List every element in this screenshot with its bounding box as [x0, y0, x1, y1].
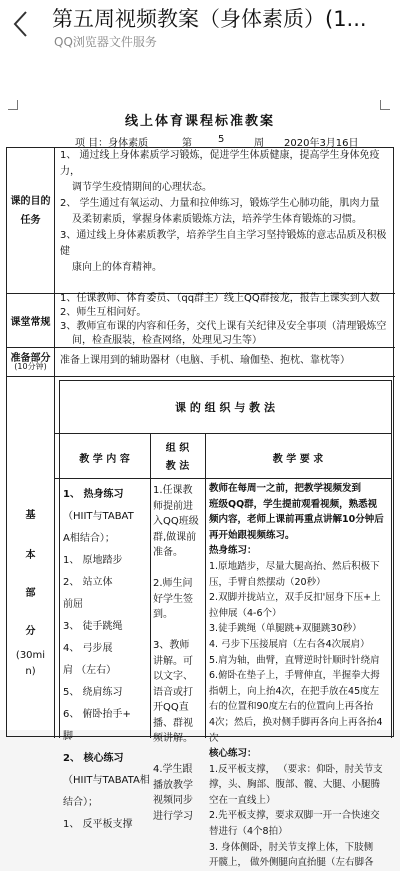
row-divider: [54, 433, 391, 434]
col-header-content: 教 学 内 容: [79, 454, 130, 465]
basic-part-label-1: 基: [25, 510, 36, 521]
goal-label-2: 任务: [20, 215, 41, 226]
basic-part-time: (30mi: [15, 650, 46, 661]
back-button[interactable]: [8, 6, 36, 34]
chevron-left-icon: [8, 6, 36, 42]
basic-part-time-2: n): [25, 666, 36, 677]
basic-part-label-3: 部: [25, 588, 36, 599]
project-label: 项 目：身体素质: [75, 138, 149, 149]
crop-mark-top-right: [380, 100, 390, 110]
lesson-plan-title: 线上体育课程标准教案: [124, 114, 275, 129]
app-header: [0, 0, 400, 60]
document-source: QQ浏览器文件服务: [54, 35, 157, 49]
week-prefix: 第: [182, 138, 192, 149]
prep-label: 准备部分: [10, 353, 51, 364]
lesson-plan-table: [6, 147, 394, 869]
basic-part-label-4: 分: [25, 626, 36, 637]
prep-time: (10分钟): [14, 362, 47, 371]
row-divider: [7, 376, 395, 377]
column-divider: [150, 433, 151, 738]
requirements-column: 教师在每周一之前，把教学视频发到 班级QQ群，学生提前观看视频，熟悉视 频内容，老师上课前再重点讲解10分钟后 再开始跟视频练习。 热身练习： 1.原地踏步，尽量大腿高抬、然后积极下 压，手臂自然摆动（20秒） 2.双脚并拢站立，双手反扣'屈身下压+上 拉伸展（4-6个） 3.徒手跳绳（单腿跳+双腿跳30秒） 4. 弓步下压接展肩（左右各4次展肩） 5.肩为轴，曲臂，直臂逆时针顺时针绕肩 6.俯卧在垫子上，手臂伸直，半握拳大拇 指朝上，向上抬4次，在把手放在45度左 右的位置和90度左右的位置向上再各抬 4次；然后，换对侧手脚再各向上再各抬4 次 核心练习： 1.反平板支撑， （要求：仰卧，肘关节支 撑，头、胸部、腹部、髋、大腿、小腿腾 空在一直线上） 2.先平板支撑，要求双脚一开一合快速交 替进行（4个8拍） 3. 身体侧卧，肘关节支撑上体，下肢侧 开髋上， 做外侧腿向直抬腿（左右脚各: [209, 483, 384, 869]
inner-border: [59, 380, 391, 381]
crop-mark-top-left: [8, 100, 18, 110]
week-suffix: 周: [254, 138, 264, 149]
inner-border: [391, 380, 392, 738]
col-header-method: 教 法: [165, 461, 190, 472]
goal-text: 1、 通过线上身体素质学习锻炼，促进学生体质健康，提高学生身体免疫力， 调节学生疫情期间的心理状态。 2、 学生通过有氧运动、力量和拉伸练习，锻炼学生心肺功能，肌肉力量 及柔韧素质，掌握身体素质锻炼方法，培养学生体育锻炼的习惯。 3、通过线上身体素质教学，培养学生自主学习坚持锻炼的意志品质及积极健 康向上的体育精神。: [60, 150, 387, 273]
document-page[interactable]: [0, 60, 400, 869]
lesson-date: 2020年3月16日: [284, 138, 359, 149]
routine-text: 1、任课教师、体育委员、（qq群主）线上QQ群接龙，报告上课实到人数 2、师生互相问好。 3、教师宣布课的内容和任务，交代上课有关纪律及安全事项（清理锻炼空 间，检查服装，检查网络，处理见习生等）: [60, 293, 387, 346]
inner-border: [59, 380, 60, 738]
prep-text: 准备上课用到的辅助器材（电脑、手机、瑜伽垫、抱枕、靠枕等）: [60, 355, 350, 366]
column-divider: [54, 148, 55, 738]
basic-part-label-2: 本: [25, 550, 36, 561]
content-column: 1、 热身练习 （HIIT与TABAT A相结合）； 1、 原地踏步 2、 站立体 前屈 3、 徒手跳绳 4、 弓步展 肩 （左右） 5、 绕肩练习 6、 俯卧抬手+ 脚 2、 核心练习 （HIIT与TABATA相 结合）； 1、 反平板支撑: [63, 489, 150, 830]
routine-label: 课堂常规: [10, 317, 51, 328]
goal-label: 课的目的: [10, 196, 51, 207]
row-divider: [54, 478, 391, 479]
section-title: 课 的 组 织 与 教 法: [175, 401, 275, 414]
document-title: 第五周视频教案（身体素质）(1...: [52, 7, 367, 31]
column-divider: [205, 433, 206, 738]
organization-column: 1.任课教 师提前进 入QQ班级 群,做课前 准备。 2.师生问 好学生签 到。 3、教师 讲解。可 以文字、 语音或打 开QQ直 播、群视 频讲解。 4.学生跟 播放教学 视频同步 进行学习: [153, 485, 199, 822]
col-header-requirements: 教 学 要 求: [272, 454, 324, 465]
col-header-org: 组 织: [165, 443, 190, 454]
week-number: 5: [218, 134, 225, 145]
